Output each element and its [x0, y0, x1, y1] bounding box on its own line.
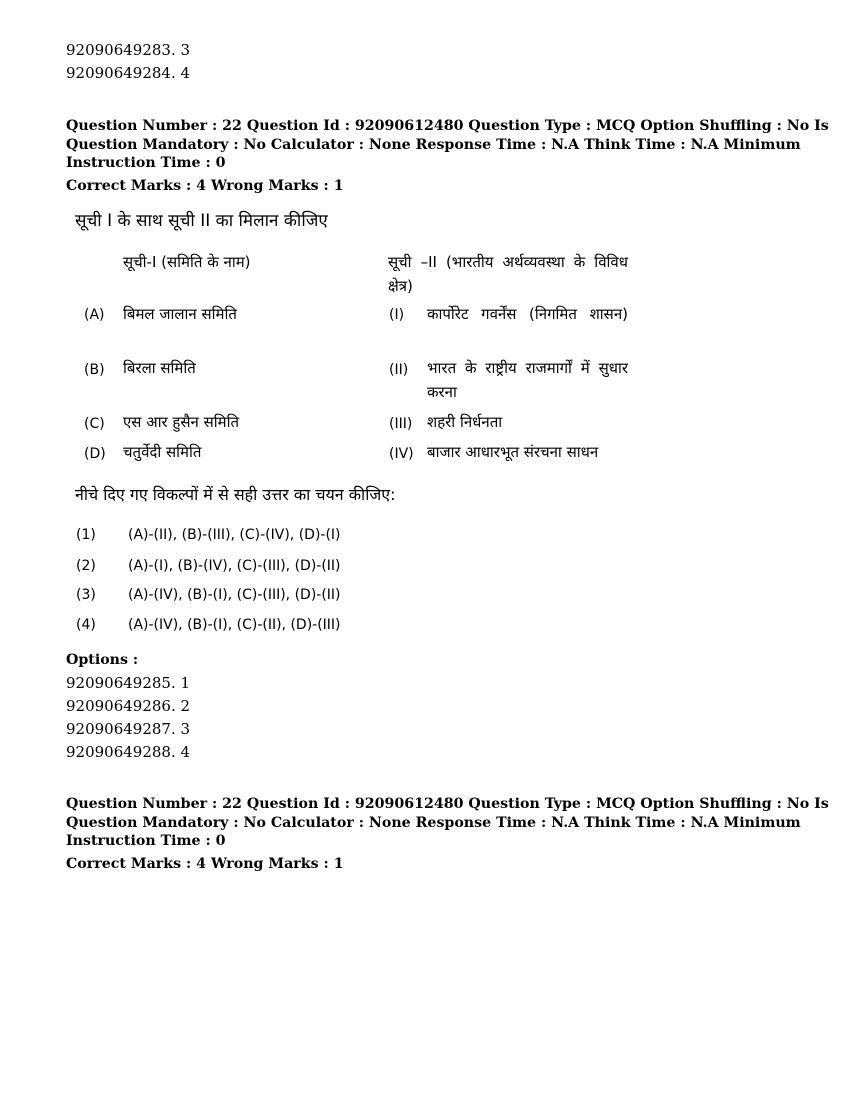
header-line: Question Mandatory : No Calculator : None Response Time : N.A Think Time : N.A Minimum — [66, 137, 801, 153]
list1-item: बिमल जालान समिति — [123, 305, 237, 323]
question-header — [66, 117, 829, 195]
option-value: 3 — [180, 720, 191, 738]
list2-item-text: भारत के राष्ट्रीय राजमार्गों में सुधार करना — [427, 359, 628, 401]
choice-text: (A)-(IV), (B)-(I), (C)-(III), (D)-(II) — [128, 587, 341, 603]
option-value: 4 — [180, 743, 191, 761]
header-line: Correct Marks : 4 Wrong Marks : 1 — [66, 178, 344, 194]
list2-item: बाजार आधारभूत संरचना साधन — [427, 443, 599, 461]
option-line — [66, 720, 190, 738]
choice-number: (3) — [76, 587, 96, 603]
list1-item: एस आर हुसैन समिति — [123, 413, 240, 431]
option-value: 1 — [180, 674, 191, 692]
option-value: 3 — [180, 41, 191, 59]
list1-tag: (A) — [84, 307, 105, 323]
header-line: Instruction Time : 0 — [66, 833, 226, 849]
list1-tag: (D) — [84, 446, 106, 462]
option-value: 2 — [180, 697, 191, 715]
option-line — [66, 41, 190, 59]
option-id: 92090649287. — [66, 720, 176, 738]
question-instruction: नीचे दिए गए विकल्पों में से सही उत्तर का चयन कीजिए: — [75, 485, 396, 504]
choice-number: (1) — [76, 527, 96, 543]
option-value: 4 — [180, 64, 191, 82]
option-line — [66, 674, 190, 692]
list2-heading: सूची –II (भारतीय अर्थव्यवस्था के विविध क्षेत्र) — [388, 253, 628, 295]
choice-number: (4) — [76, 617, 96, 633]
list2-item — [427, 302, 628, 326]
option-id: 92090649283. — [66, 41, 176, 59]
list2-item-text: कार्पोरेट गवर्नेंस (निगमित शासन) — [427, 305, 628, 323]
header-line: Instruction Time : 0 — [66, 155, 226, 171]
question-title: सूची I के साथ सूची II का मिलान कीजिए — [75, 211, 328, 231]
choice-text: (A)-(II), (B)-(III), (C)-(IV), (D)-(I) — [128, 527, 341, 543]
list2-tag: (III) — [389, 416, 413, 432]
option-line — [66, 64, 190, 82]
option-id: 92090649288. — [66, 743, 176, 761]
choice-text: (A)-(IV), (B)-(I), (C)-(II), (D)-(III) — [128, 617, 341, 633]
list1-tag: (C) — [84, 416, 105, 432]
header-line: Question Mandatory : No Calculator : None Response Time : N.A Think Time : N.A Minimum — [66, 815, 801, 831]
option-id: 92090649285. — [66, 674, 176, 692]
list2-item: शहरी निर्धनता — [427, 413, 503, 431]
list1-item: बिरला समिति — [123, 359, 196, 377]
header-line: Question Number : 22 Question Id : 92090612480 Question Type : MCQ Option Shuffling : No Is — [66, 118, 829, 134]
option-line — [66, 743, 190, 761]
option-line — [66, 697, 190, 715]
list1-heading: सूची-I (समिति के नाम) — [123, 253, 251, 271]
list1-tag: (B) — [84, 362, 105, 378]
header-line: Correct Marks : 4 Wrong Marks : 1 — [66, 856, 344, 872]
option-id: 92090649286. — [66, 697, 176, 715]
list2-tag: (II) — [389, 362, 409, 378]
choice-number: (2) — [76, 558, 96, 574]
list1-item: चतुर्वेदी समिति — [123, 443, 202, 461]
question-header — [66, 795, 829, 873]
option-id: 92090649284. — [66, 64, 176, 82]
header-line: Question Number : 22 Question Id : 92090612480 Question Type : MCQ Option Shuffling : No Is — [66, 796, 829, 812]
list2-tag: (IV) — [389, 446, 414, 462]
list2-item — [427, 356, 628, 404]
list2-tag: (I) — [389, 307, 405, 323]
options-label: Options : — [66, 652, 139, 668]
choice-text: (A)-(I), (B)-(IV), (C)-(III), (D)-(II) — [128, 558, 341, 574]
